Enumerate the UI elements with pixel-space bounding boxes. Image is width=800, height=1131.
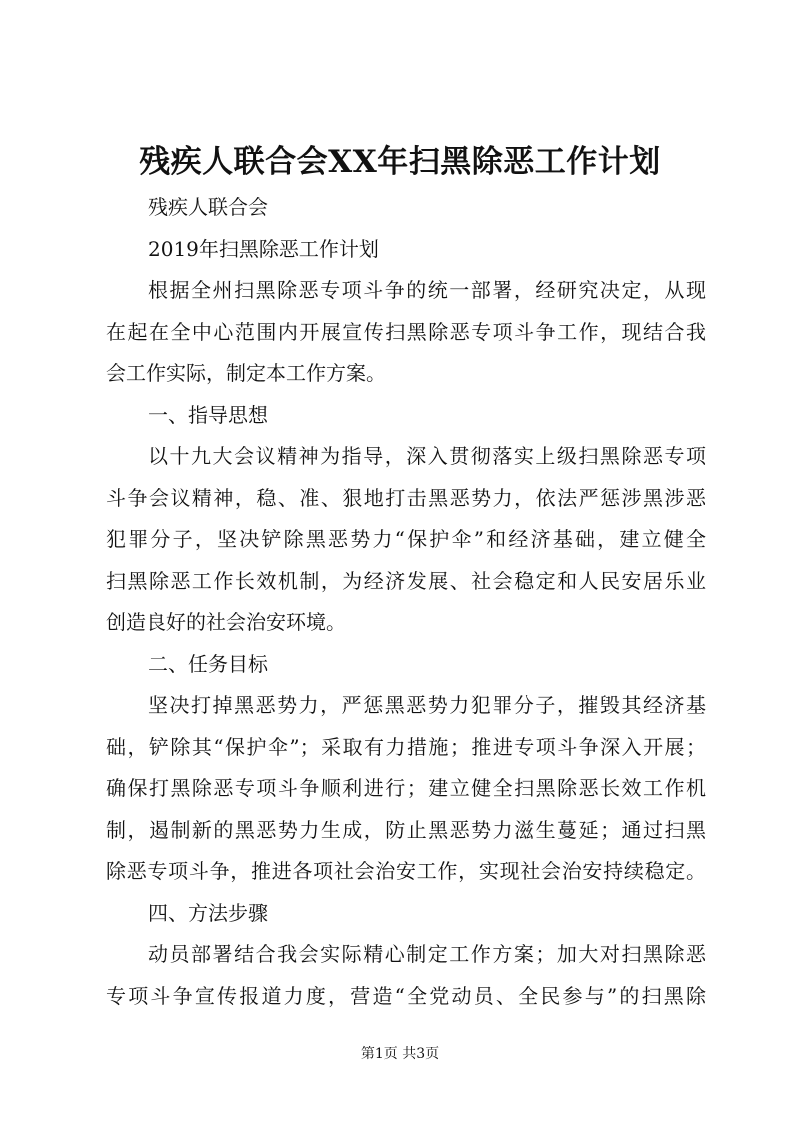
- text-line: 创造良好的社会治安环境。: [106, 610, 346, 634]
- document-body: [106, 187, 706, 1017]
- text-line: 除恶专项斗争，推进各项社会治安工作，实现社会治安持续稳定。: [106, 859, 706, 883]
- section-heading: 一、指导思想: [148, 402, 268, 427]
- text-line: 确保打黑除恶专项斗争顺利进行；建立健全扫黑除恶长效工作机: [106, 776, 706, 800]
- text-line: 扫黑除恶工作长效机制，为经济发展、社会稳定和人民安居乐业: [106, 568, 706, 593]
- text-line: 动员部署结合我会实际精心制定工作方案；加大对扫黑除恶: [148, 942, 706, 966]
- text-line: 在起在全中心范围内开展宣传扫黑除恶专项斗争工作，现结合我: [106, 319, 706, 344]
- page-footer: 第1页 共3页: [360, 1046, 440, 1062]
- text-line: 斗争会议精神，稳、准、狠地打击黑恶势力，依法严惩涉黑涉恶: [106, 485, 706, 510]
- text-line: 2019年扫黑除恶工作计划: [148, 236, 379, 261]
- text-line: 制，遏制新的黑恶势力生成，防止黑恶势力滋生蔓延；通过扫黑: [106, 817, 706, 842]
- text-line: 根据全州扫黑除恶专项斗争的统一部署，经研究决定，从现: [148, 278, 706, 302]
- text-line: 会工作实际，制定本工作方案。: [106, 361, 386, 385]
- text-line: 坚决打掉黑恶势力，严惩黑恶势力犯罪分子，摧毁其经济基: [148, 693, 706, 717]
- section-heading: 二、任务目标: [148, 651, 268, 676]
- section-heading: 四、方法步骤: [148, 900, 268, 925]
- text-line: 专项斗争宣传报道力度，营造“全党动员、全民参与”的扫黑除: [106, 983, 706, 1008]
- text-line: 残疾人联合会: [148, 195, 268, 219]
- document-title: 残疾人联合会XX年扫黑除恶工作计划: [139, 144, 661, 180]
- text-line: 犯罪分子，坚决铲除黑恶势力“保护伞”和经济基础，建立健全: [106, 527, 706, 551]
- text-line: 础，铲除其“保护伞”；采取有力措施；推进专项斗争深入开展；: [106, 734, 706, 759]
- text-line: 以十九大会议精神为指导，深入贯彻落实上级扫黑除恶专项: [148, 444, 706, 468]
